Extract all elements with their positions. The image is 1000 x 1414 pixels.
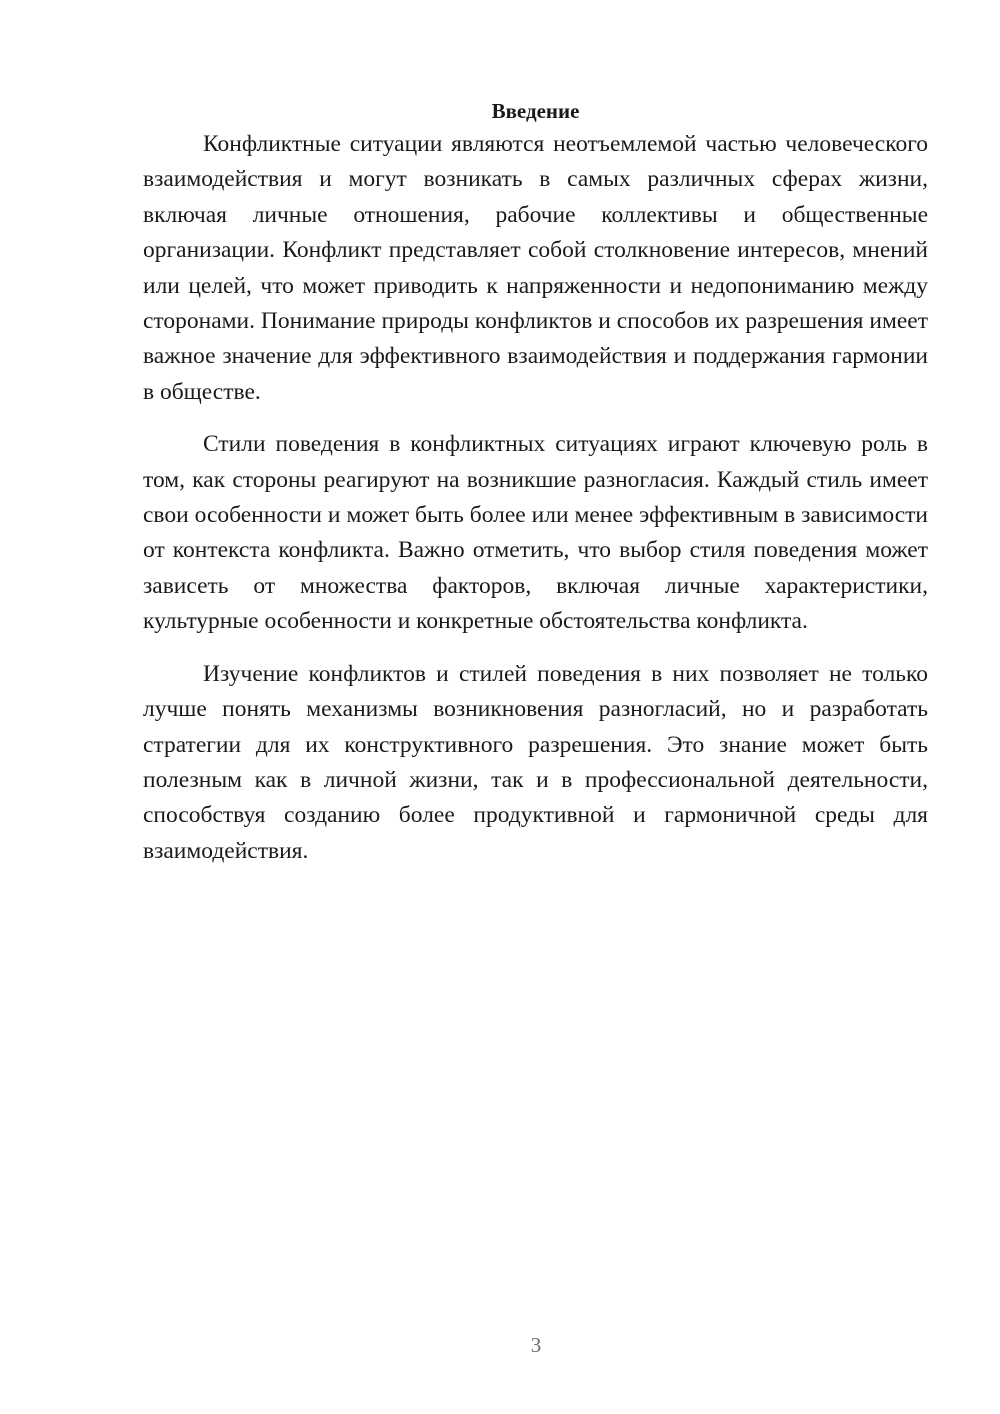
- page-number: 3: [530, 1333, 542, 1357]
- paragraph-1: Конфликтные ситуации являются неотъемлемой частью человеческого взаимодействия и могут возникать в самых различных сферах жизни, включая личные отношения, рабочие коллективы и общественные организации. Конфликт представляет собой столкновение интересов, мнений или целей, что может приводить к напряженности и недопониманию между сторонами. Понимание природы конфликтов и способов их разрешения имеет важное значение для эффективного взаимодействия и поддержания гармонии в обществе.: [143, 131, 928, 405]
- paragraph-3: Изучение конфликтов и стилей поведения в них позволяет не только лучше понять механизмы возникновения разногласий, но и разработать стратегии для их конструктивного разрешения. Это знание может быть полезным как в личной жизни, так и в профессиональной деятельности, способствуя созданию более продуктивной и гармоничной среды для взаимодействия.: [143, 660, 928, 864]
- section-heading: Введение: [491, 99, 580, 123]
- paragraph-2: Стили поведения в конфликтных ситуациях играют ключевую роль в том, как стороны реагируют на возникшие разногласия. Каждый стиль имеет свои особенности и может быть более или менее эффективным в зависимости от контекста конфликта. Важно отметить, что выбор стиля поведения может зависеть от множества факторов, включая личные характеристики, культурные особенности и конкретные обстоятельства конфликта.: [143, 431, 928, 635]
- page-content: [143, 96, 928, 869]
